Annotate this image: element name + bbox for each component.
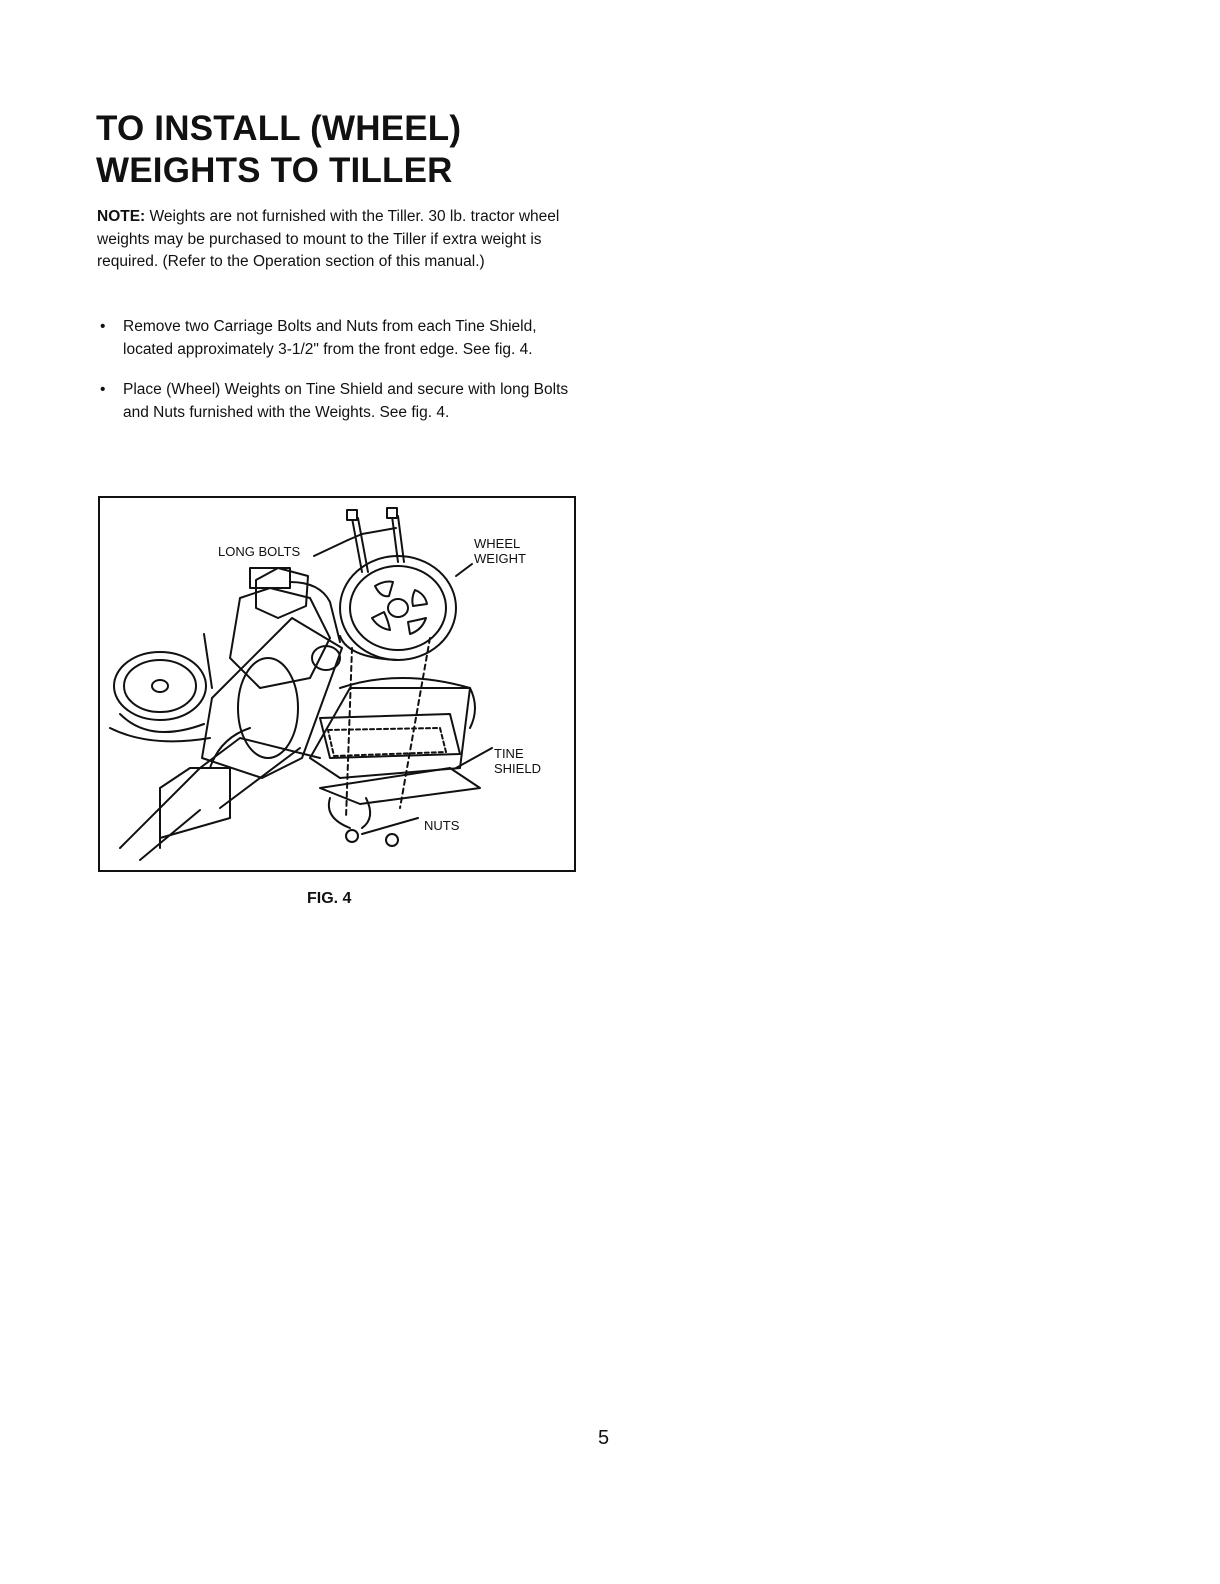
tiller-body-drawing: [202, 618, 480, 828]
instruction-text: Place (Wheel) Weights on Tine Shield and secure with long Bolts and Nuts furnished with the Weights. See fig. 4.: [123, 381, 569, 421]
instruction-item-2: [97, 379, 587, 424]
frame-drawing: [120, 738, 320, 860]
figure-4-illustration: [98, 496, 576, 872]
note-label: NOTE:: [97, 208, 146, 225]
bullet-marker: •: [100, 318, 106, 335]
note-paragraph: [97, 206, 587, 274]
title-line-1: TO INSTALL (WHEEL): [96, 109, 462, 148]
bullet-marker: •: [100, 381, 106, 398]
wheel-weight-label: WHEEL WEIGHT: [474, 536, 526, 566]
page-title: [96, 108, 461, 192]
tine-shield-label: TINE SHIELD: [494, 746, 541, 776]
wheel-weight-drawing: [340, 556, 472, 660]
instruction-text: Remove two Carriage Bolts and Nuts from each Tine Shield, located approximately 3-1/2" from the front edge. See fig. 4.: [123, 318, 537, 358]
nuts-drawing: [346, 818, 418, 846]
instruction-item-1: [97, 316, 587, 361]
long-bolts-drawing: [314, 508, 404, 572]
left-wheel-drawing: [110, 652, 210, 741]
nuts-label: NUTS: [424, 818, 460, 833]
instruction-list: [97, 316, 587, 442]
title-line-2: WEIGHTS TO TILLER: [96, 151, 453, 190]
engine-drawing: [204, 568, 340, 688]
page-number: 5: [598, 1427, 610, 1449]
note-text: Weights are not furnished with the Tiller. 30 lb. tractor wheel weights may be purchased to mount to the Tiller if extra weight is required. (Refer to the Operation section of this manual.): [97, 208, 560, 270]
long-bolts-label: LONG BOLTS: [218, 544, 301, 559]
figure-caption: FIG. 4: [307, 890, 352, 907]
